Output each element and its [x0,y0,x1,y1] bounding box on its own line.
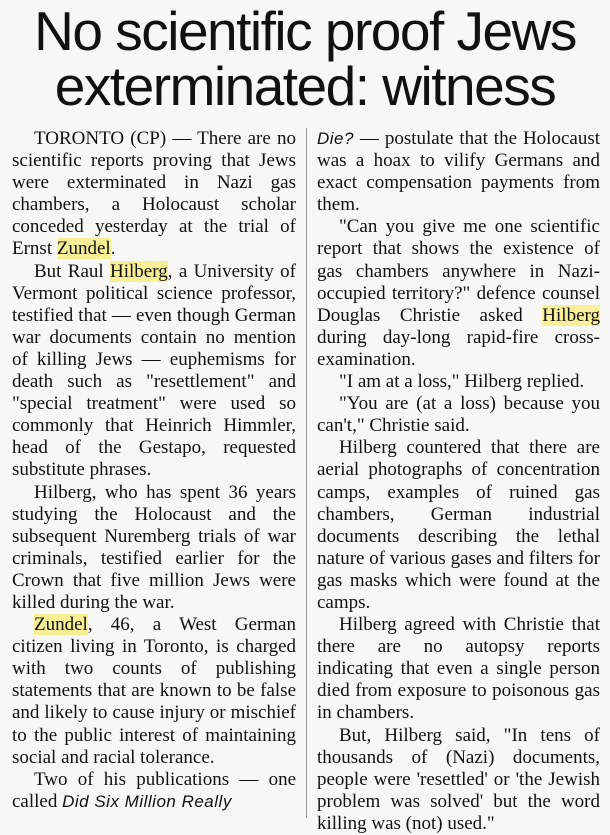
paragraph [317,216,600,371]
paragraph-text: — postulate that the Holocaust was a hoax to vilify Germans and exact compensation payments from them. [317,128,600,216]
paragraph [12,261,296,482]
paragraph: But, Hilberg said, "In tens of thousands of (Nazi) documents, people were 'resettled' or 'the Jewish problem was solved' but the word killing was (not) used." [317,724,600,834]
publication-title: Die? [317,129,354,148]
paragraph [12,614,296,769]
column-right [317,128,600,835]
paragraph-text: But Raul [34,260,111,282]
column-divider [306,128,307,818]
highlighted-name: Zundel [56,238,111,260]
paragraph-text: . [110,238,116,260]
column-left [12,128,296,813]
paragraph: "You are (at a loss) because you can't," Christie said. [317,393,600,437]
paragraph-text: , 46, a West German citizen living in Toronto, is charged with two counts of publishing statements that are known to be false and likely to cause injury or mischief to the public interest of maintaining social and racial tolerance. [12,614,296,768]
publication-title: Did Six Million Really [62,791,232,811]
paragraph: Hilberg countered that there are aerial photographs of concentration camps, examples of ruined gas chambers, German industrial documents describing the lethal nature of various gases and filters for gas masks which were found at the camps. [317,437,600,613]
headline-line-1: No scientific proof Jews [34,0,576,62]
paragraph [12,769,296,813]
paragraph: "I am at a loss," Hilberg replied. [339,371,585,393]
paragraph-text: "Can you give me one scientific report that shows the existence of gas chambers anywhere in Nazi-occupied territory?" defence counsel Douglas Christie asked [317,216,600,326]
paragraph-text: , a University of Vermont political science professor, testified that — even though German war documents contain no mention of killing Jews — euphemisms for death such as "resettlement" and "special treatment" were used so commonly that Heinrich Himmler, head of the Gestapo, requested substitute phrases. [12,260,296,481]
paragraph-text: during day-long rapid-fire cross-examination. [317,326,600,370]
paragraph: Hilberg agreed with Christie that there are no autopsy reports indicating that even a single person died from exposure to poisonous gas in chambers. [317,614,600,724]
highlighted-name: Zundel [34,614,88,636]
paragraph-text: TORONTO (CP) — There are no scientific reports proving that Jews were exterminated in Nazi gas chambers, a Holocaust scholar conceded yesterday at the trial of Ernst [12,128,296,260]
headline-line-2: exterminated: witness [54,55,556,117]
paragraph [317,128,600,216]
highlighted-name: Hilberg [110,260,168,282]
headline [0,0,610,117]
paragraph-lead [12,128,296,261]
paragraph-text: Two of his publications — one called [12,768,296,812]
paragraph: Hilberg, who has spent 36 years studying the Holocaust and the subsequent Nuremberg trials of war criminals, testified earlier for the Crown that five million Jews were killed during the war. [12,481,296,613]
highlighted-name: Hilberg [542,304,600,326]
